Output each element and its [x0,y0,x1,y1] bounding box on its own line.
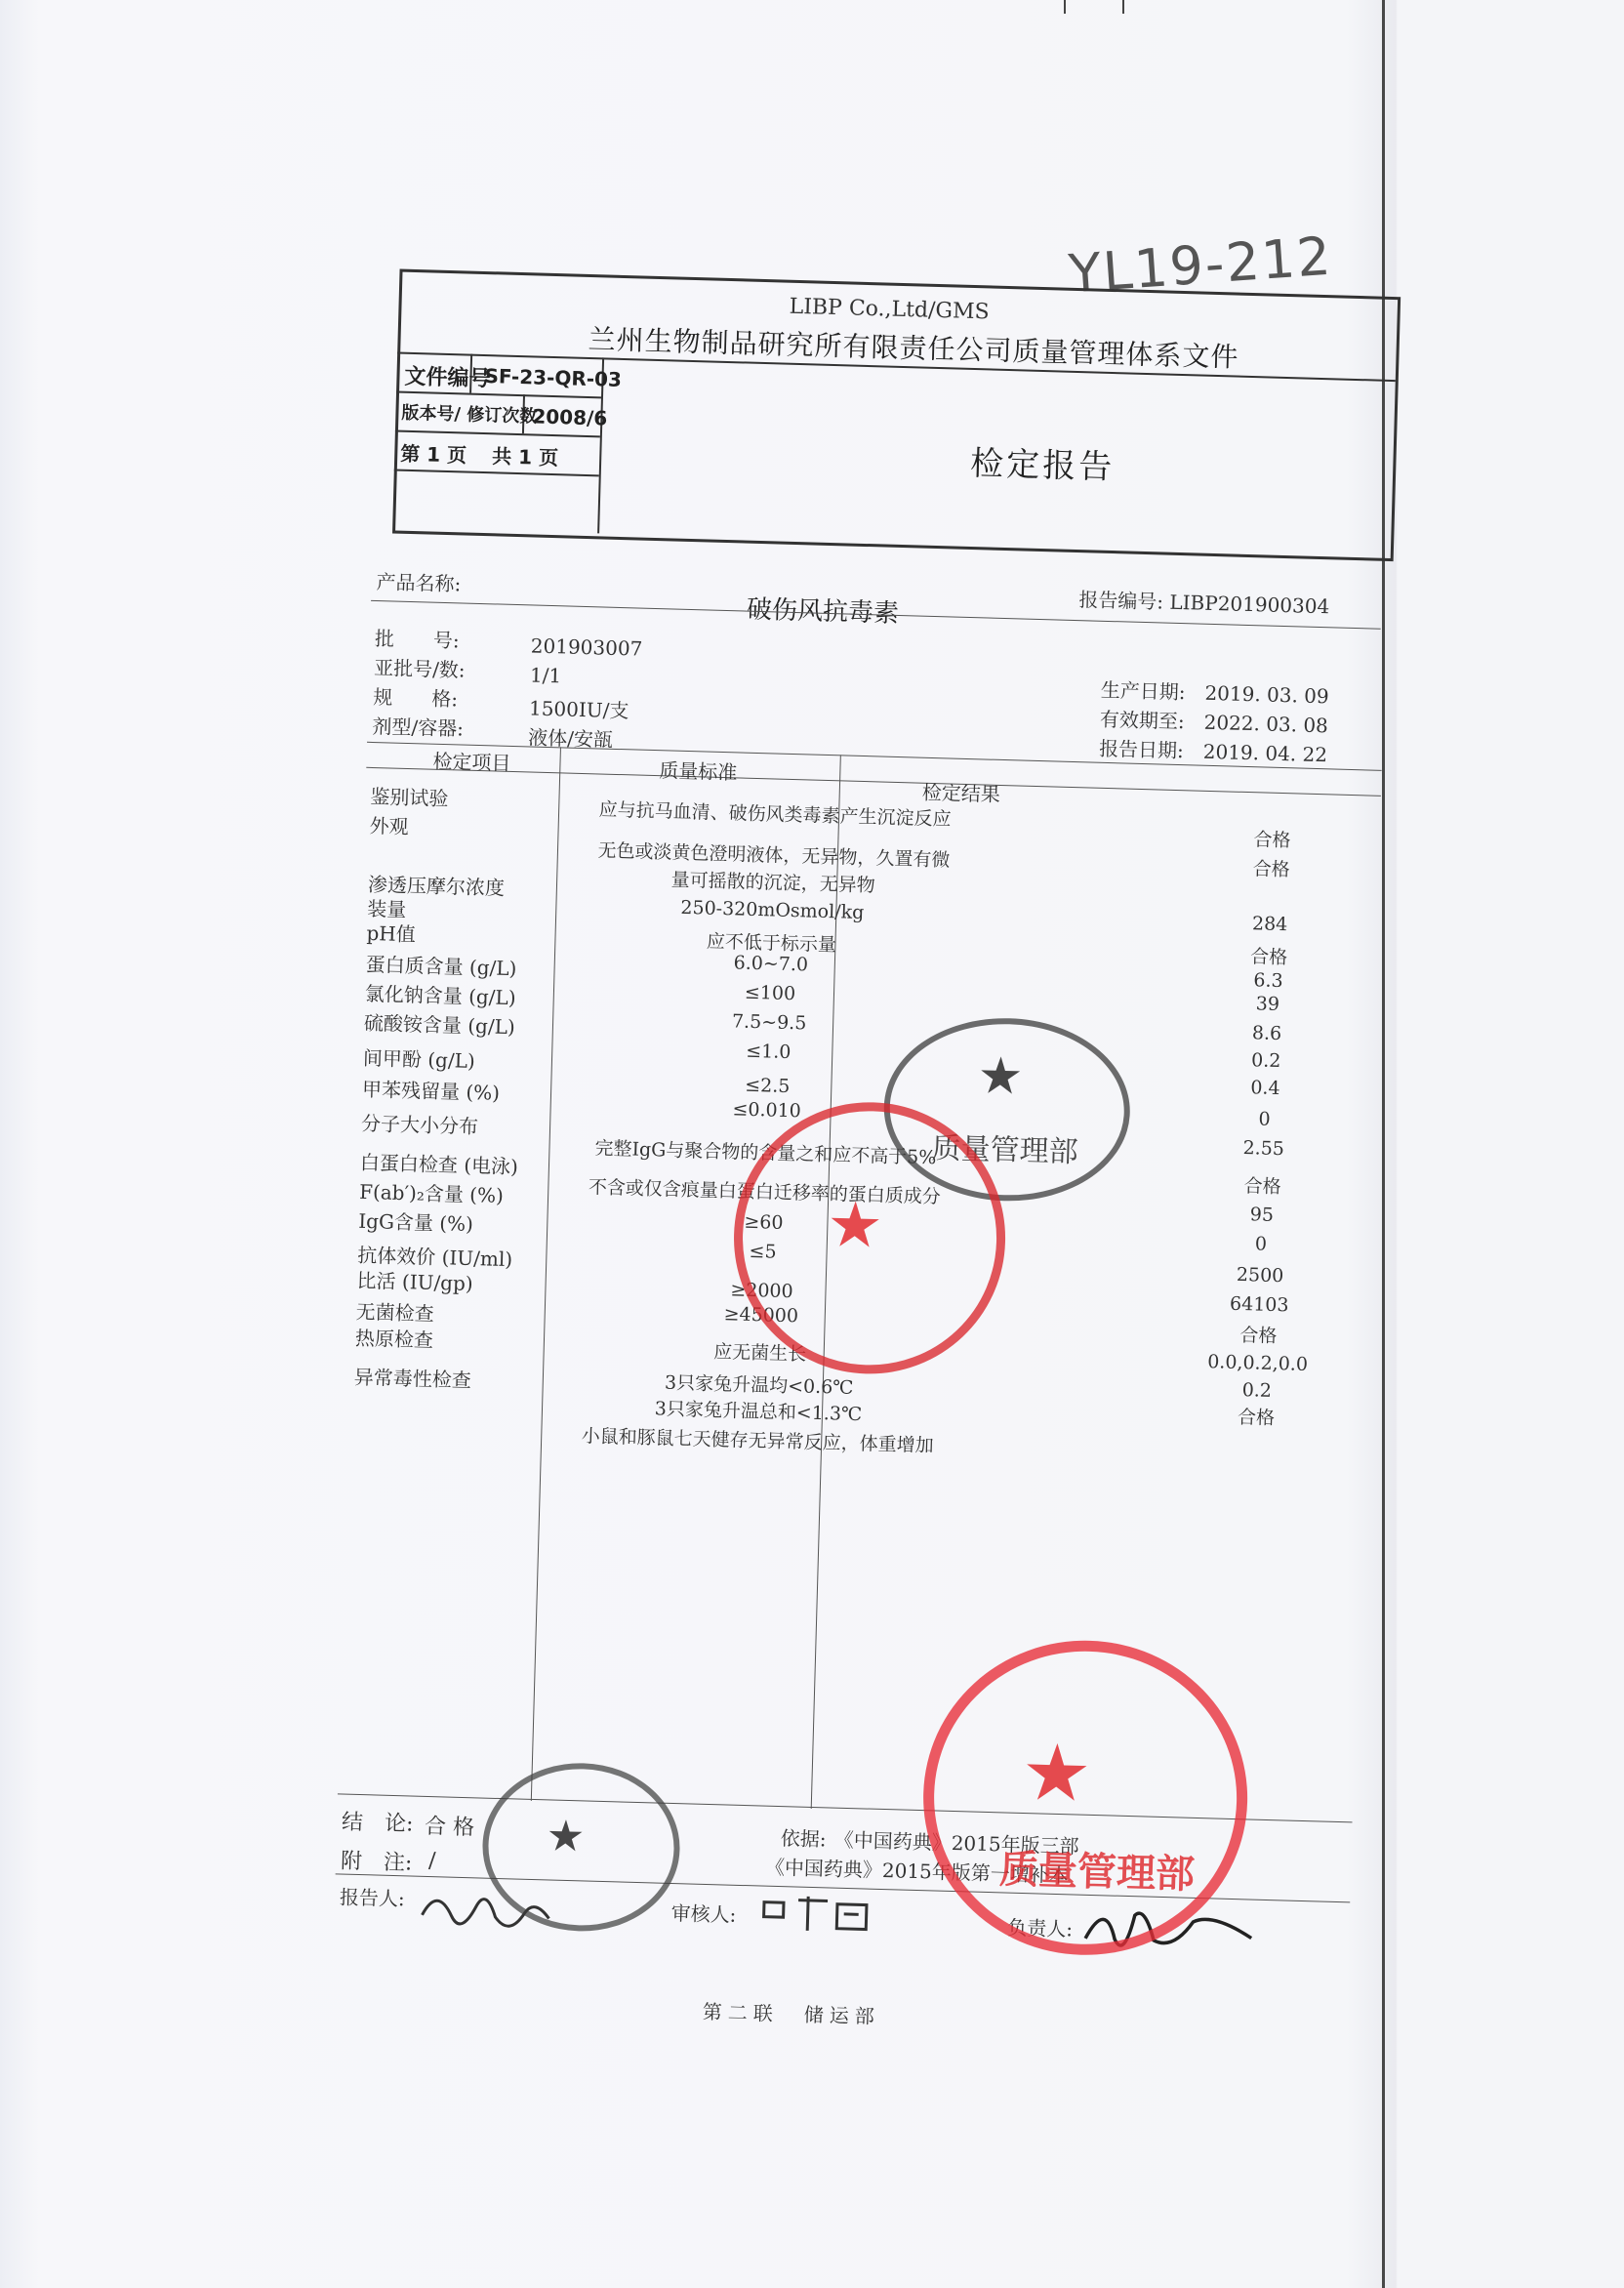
edge-mark [1064,0,1066,14]
basis-supplement: 《中国药典》2015年版第一增补本 [764,1855,1070,1888]
version-value: 2008/6 [532,404,608,430]
test-item-label: pH值 [366,920,417,947]
quality-standard-text: 无色或淡黄色澄明液体，无异物，久置有微 [597,839,951,872]
sublot-value: 1/1 [529,663,562,688]
test-result-value: 0.4 [1250,1077,1280,1100]
test-result-value: 2500 [1236,1263,1284,1287]
quality-standard-text: 250-320mOsmol/kg [680,896,865,924]
test-item-label: 比活 (IU/gp) [356,1268,473,1296]
quality-standard-text: 应与抗马血清、破伤风类毒素产生沉淀反应 [598,798,952,831]
quality-standard-text: 应无菌生长 [712,1340,807,1366]
test-item-label: 装量 [366,896,407,921]
test-item-label: 甲苯残留量 (%) [361,1077,501,1105]
production-date: 生产日期: 2019. 03. 09 [1100,677,1330,709]
table-header-line [366,767,1381,797]
handwritten-note: YL19-212 [1067,225,1335,306]
quality-standard-text: 7.5~9.5 [731,1010,807,1035]
test-item-label: 氯化钠含量 (g/L) [364,981,516,1010]
inspection-report-document [336,254,1404,2028]
quality-standard-text: ≥2000 [730,1279,793,1303]
reviewer-signature [753,1887,891,1940]
copy-label: 第二联 储运部 [702,1999,881,2028]
star-icon: ★ [1020,1726,1093,1819]
edge-mark [1122,0,1124,14]
dosage-form-label: 剂型/容器: [372,714,465,741]
star-icon: ★ [546,1811,586,1862]
test-result-value: 0.2 [1241,1379,1273,1402]
test-item-label: 间甲酚 (g/L) [362,1045,476,1074]
test-result-value: 0.2 [1250,1049,1281,1073]
test-item-label: 蛋白质含量 (g/L) [365,952,517,981]
company-chinese-name: 兰州生物制品研究所有限责任公司质量管理体系文件 [588,322,1239,374]
test-result-value: 合格 [1253,829,1291,852]
quality-standard-text: 完整IgG与聚合物的含量之和应不高于5% [594,1137,937,1169]
batch-value: 201903007 [530,633,643,661]
star-icon: ★ [976,1046,1025,1107]
doc-number-value: SF-23-QR-03 [484,364,623,391]
test-result-value: 合格 [1243,1175,1281,1199]
test-result-value: 64103 [1229,1292,1289,1317]
quality-standard-text: 不含或仅含痕量白蛋白迁移率的蛋白质成分 [588,1176,942,1208]
product-name-value: 破伤风抗毒素 [746,594,900,629]
test-result-value: 8.6 [1251,1022,1282,1045]
product-name-label: 产品名称: [376,570,462,596]
version-label: 版本号/ 修订次数 [401,402,538,428]
star-icon: ★ [826,1189,884,1263]
test-item-label: 白蛋白检查 (电泳) [359,1150,519,1179]
basis-value: 《中国药典》2015年版三部 [833,1827,1079,1859]
quality-standard-text: 小鼠和豚鼠七天健存无异常反应，体重增加 [581,1425,934,1457]
test-item-label: 异常毒性检查 [353,1365,472,1393]
conclusion-value: 合 格 [424,1814,475,1841]
quality-standard-text: ≤1.0 [745,1040,792,1064]
spec-label: 规 格: [372,684,459,712]
test-item-label: IgG含量 (%) [357,1208,474,1237]
test-item-label: 硫酸铵含量 (g/L) [363,1010,516,1040]
batch-label: 批 号: [374,626,461,653]
quality-standard-text: 3只家兔升温总和<1.3℃ [654,1398,863,1426]
quality-standard-text: 3只家兔升温均<0.6℃ [664,1371,854,1399]
test-result-value: 0 [1254,1233,1268,1255]
stamp-inscription: 质量管理部 [998,1847,1196,1898]
stamp-inscription: 质量管理部 [931,1131,1079,1170]
test-result-value: 合格 [1252,858,1291,881]
quality-standard-text: ≤2.5 [744,1074,791,1098]
test-item-label: 热原检查 [354,1326,434,1352]
test-result-value: 合格 [1239,1325,1278,1348]
reporter-label: 报告人: [339,1885,406,1911]
quality-standard-text: ≥45000 [723,1303,799,1328]
spec-value: 1500IU/支 [528,696,629,723]
test-item-label: 渗透压摩尔浓度 [367,872,506,900]
quality-standard-text: 6.0~7.0 [733,952,809,976]
quality-standard-text: ≤100 [744,981,796,1005]
sublot-label: 亚批号/数: [373,655,466,682]
page-total: 共 1 页 [491,444,559,470]
note-label: 附 注: [340,1849,413,1876]
test-result-value: 95 [1249,1204,1275,1226]
doc-number-label: 文件编号 [404,364,491,392]
note-value: / [427,1849,436,1874]
test-result-value: 6.3 [1253,969,1283,993]
dosage-form-value: 液体/安瓿 [527,725,614,752]
test-result-value: 合格 [1237,1406,1276,1430]
quality-standard-text: 应不低于标示量 [706,930,837,957]
test-result-value: 2.55 [1242,1137,1285,1161]
column-header-result: 检定结果 [921,780,1001,806]
quality-standard-text: 量可摇散的沉淀，无异物 [670,869,875,897]
company-english-name: LIBP Co.,Ltd/GMS [789,294,990,325]
test-item-label: F(ab′)₂含量 (%) [358,1179,505,1207]
responsible-label: 负责人: [1007,1915,1074,1941]
report-date: 报告日期: 2019. 04. 22 [1098,736,1328,767]
test-item-label: 鉴别试验 [370,784,449,811]
page-number: 第 1 页 [399,441,467,468]
document-title: 检定报告 [969,443,1116,488]
quality-standard-text: ≤0.010 [732,1098,802,1123]
conclusion-label: 结 论: [341,1810,414,1837]
test-result-value: 合格 [1249,946,1288,969]
test-result-value: 39 [1255,993,1280,1016]
quality-standard-text: ≤5 [749,1240,777,1263]
expiry-date: 有效期至: 2022. 03. 08 [1099,707,1329,738]
column-header-standard: 质量标准 [659,758,738,785]
test-result-value: 284 [1251,913,1288,936]
basis-label: 依据: [780,1826,827,1852]
quality-standard-text: ≥60 [744,1210,784,1234]
test-result-value: 0.0,0.2,0.0 [1206,1351,1309,1375]
reviewer-label: 审核人: [670,1900,737,1927]
test-item-label: 抗体效价 (IU/ml) [357,1243,513,1272]
test-result-value: 0 [1258,1108,1271,1130]
test-item-label: 无菌检查 [355,1299,435,1326]
report-number: 报告编号: LIBP201900304 [1078,588,1330,619]
test-item-label: 外观 [369,813,409,839]
column-header-item: 检定项目 [432,749,511,775]
test-item-label: 分子大小分布 [360,1111,479,1139]
